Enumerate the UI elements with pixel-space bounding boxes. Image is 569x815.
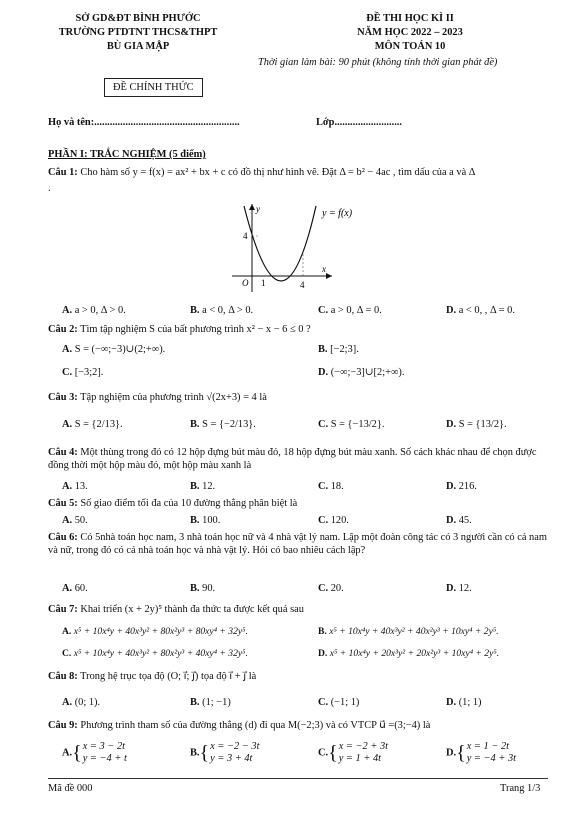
option-a[interactable]: A. a > 0, Δ > 0.	[62, 305, 126, 316]
option-d[interactable]: D. (1; 1)	[446, 697, 482, 708]
exam-code: Mã đề 000	[48, 783, 93, 794]
section-title: PHẦN I: TRẮC NGHIỆM (5 điểm)	[48, 149, 206, 160]
option-c[interactable]: C. 18.	[318, 481, 344, 492]
option-c[interactable]: C. 20.	[318, 583, 344, 594]
option-c[interactable]: C. S = {−13/2}.	[318, 419, 385, 430]
option-d[interactable]: D. (−∞;−3]∪[2;+∞).	[318, 367, 405, 378]
school-name: TRƯỜNG PTDTNT THCS&THPT	[58, 27, 218, 38]
function-label: y = f(x)	[322, 208, 353, 219]
option-c[interactable]: C. a > 0, Δ = 0.	[318, 305, 382, 316]
option-a[interactable]: A.{x = 3 − 2t y = −4 + t	[62, 741, 127, 764]
q1-options	[0, 304, 569, 318]
question-4: Câu 4: Một thùng trong đó có 12 hộp đựng bút màu đỏ, 18 hộp đựng bút màu xanh. Số cách khác nhau để chọn được đồng thời một hộp màu đỏ, một hộp màu xanh là	[48, 447, 537, 471]
q5-options	[0, 514, 569, 528]
option-a[interactable]: A. S = (−∞;−3)∪(2;+∞).	[62, 344, 166, 355]
tick-4x-label: 4	[300, 280, 305, 290]
option-d[interactable]: D. x⁵ + 10x⁴y + 20x³y² + 20x²y³ + 10xy⁴ + 2y⁵.	[318, 648, 500, 659]
question-label: Câu 1:	[48, 167, 78, 178]
q4-options	[0, 480, 569, 494]
q9-options	[0, 738, 569, 768]
option-a[interactable]: A. x⁵ + 10x⁴y + 40x³y² + 80x²y³ + 80xy⁴ + 32y⁵.	[62, 626, 248, 637]
q6-options	[0, 582, 569, 596]
q8-options	[0, 696, 569, 710]
q2-options-row1	[0, 343, 569, 357]
question-1	[48, 166, 475, 179]
option-a[interactable]: A. 60.	[62, 583, 88, 594]
option-a[interactable]: A. 50.	[62, 515, 88, 526]
option-b[interactable]: B. 12.	[190, 481, 216, 492]
brace-icon: {	[199, 742, 210, 764]
question-9: Câu 9: Phương trình tham số của đường thẳng (d) đi qua M(−2;3) và có VTCP u⃗ =(3;−4) là	[48, 720, 431, 731]
option-b[interactable]: B. S = {−2/13}.	[190, 419, 256, 430]
parabola-curve	[244, 206, 316, 281]
question-7: Câu 7: Khai triển (x + 2y)⁵ thành đa thức ta được kết quả sau	[48, 604, 304, 615]
option-b[interactable]: B. a < 0, Δ > 0.	[190, 305, 254, 316]
option-b[interactable]: B. x⁵ + 10x⁴y + 40x³y² + 40x²y³ + 10xy⁴ + 2y⁵.	[318, 626, 499, 637]
x-label: x	[322, 264, 326, 274]
option-a[interactable]: A. 13.	[62, 481, 88, 492]
dept-name: SỞ GD&ĐT BÌNH PHƯỚC	[75, 13, 201, 24]
q7-options-row1	[0, 626, 569, 640]
option-d[interactable]: D.{x = 1 − 2t y = −4 + 3t	[446, 741, 517, 764]
time-note: Thời gian làm bài: 90 phút (không tính thời gian phát đề)	[258, 57, 498, 68]
question-text: Cho hàm số y = f(x) = ax² + bx + c có đồ thị như hình vẽ. Đặt Δ = b² − 4ac , tìm dấu của a và Δ	[80, 167, 476, 178]
option-d[interactable]: D. 216.	[446, 481, 477, 492]
q7-options-row2	[0, 648, 569, 662]
question-6: Câu 6: Có 5nhà toán học nam, 3 nhà toán học nữ và 4 nhà vật lý nam. Lập một đoàn công tác có 3 người cần có cả nam và nữ, trong đó có cả nhà toán học và nhà vật lý. Hỏi có bao nhiêu cách lập?	[48, 532, 547, 556]
option-b[interactable]: B. (1; −1)	[190, 697, 231, 708]
student-name-field: Họ và tên:........................................................	[48, 117, 240, 128]
option-d[interactable]: D. S = {13/2}.	[446, 419, 507, 430]
y-label: y	[256, 204, 260, 214]
option-a[interactable]: A. (0; 1).	[62, 697, 101, 708]
stray-dot: .	[48, 183, 51, 194]
parabola-graph	[228, 196, 368, 294]
q2-options-row2	[0, 366, 569, 380]
question-8: Câu 8: Trong hệ trục tọa độ (O; i⃗; j⃗) tọa độ i⃗ + j⃗ là	[48, 671, 257, 682]
option-a[interactable]: A. S = {2/13}.	[62, 419, 123, 430]
q3-options	[0, 418, 569, 432]
y-axis-arrow	[249, 204, 255, 210]
option-b[interactable]: B.{x = −2 − 3t y = 3 + 4t	[190, 741, 260, 764]
school-location: BÙ GIA MẬP	[106, 41, 170, 52]
origin-label: O	[242, 278, 249, 288]
exam-title: ĐỀ THI HỌC KÌ II	[366, 13, 454, 24]
tick-1-label: 1	[261, 278, 266, 288]
brace-icon: {	[328, 742, 338, 764]
x-axis-arrow	[326, 273, 332, 279]
option-b[interactable]: B. [−2;3].	[318, 344, 359, 355]
option-c[interactable]: C. x⁵ + 10x⁴y + 40x³y² + 80x²y³ + 40xy⁴ + 32y⁵.	[62, 648, 248, 659]
page-number: Trang 1/3	[500, 783, 541, 794]
brace-icon: {	[456, 742, 466, 764]
school-year: NĂM HỌC 2022 – 2023	[357, 27, 463, 38]
option-b[interactable]: B. 100.	[190, 515, 221, 526]
option-c[interactable]: C.{x = −2 + 3t y = 1 + 4t	[318, 741, 389, 764]
option-c[interactable]: C. 120.	[318, 515, 349, 526]
official-badge: ĐỀ CHÍNH THỨC	[104, 78, 203, 97]
option-c[interactable]: C. (−1; 1)	[318, 697, 360, 708]
question-3: Câu 3: Tập nghiệm của phương trình √(2x+3) = 4 là	[48, 392, 267, 403]
question-2: Câu 2: Tìm tập nghiệm S của bất phương trình x² − x − 6 ≤ 0 ?	[48, 324, 311, 335]
option-c[interactable]: C. [−3;2].	[62, 367, 104, 378]
footer-divider	[48, 778, 548, 779]
student-class-field: Lớp..........................	[316, 117, 403, 128]
option-d[interactable]: D. 12.	[446, 583, 472, 594]
tick-4y-label: 4	[243, 231, 248, 241]
option-d[interactable]: D. 45.	[446, 515, 472, 526]
subject: MÔN TOÁN 10	[374, 41, 446, 52]
option-d[interactable]: D. a < 0, , Δ = 0.	[446, 305, 515, 316]
brace-icon: {	[72, 742, 82, 764]
option-b[interactable]: B. 90.	[190, 583, 216, 594]
question-5: Câu 5: Số giao điểm tối đa của 10 đường thẳng phân biệt là	[48, 498, 298, 509]
